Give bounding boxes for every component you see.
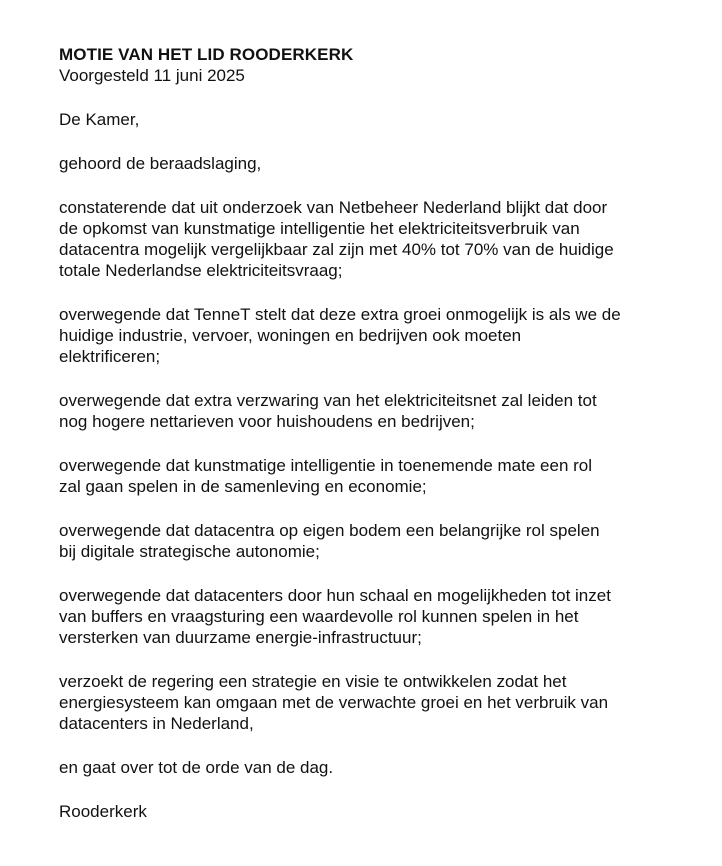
consideration-paragraph: constaterende dat uit onderzoek van Netbeheer Nederland blijkt dat door de opkomst van kunstmatige intelligentie het elektriciteitsverbruik van datacentra mogelijk vergelijkbaar zal zijn met 40% tot 70% van de huidige totale Nederlandse elektriciteitsvraag; <box>59 198 614 280</box>
consideration-paragraph: overwegende dat extra verzwaring van het elektriciteitsnet zal leiden tot nog hogere nettarieven voor huishoudens en bedrijven; <box>59 391 597 431</box>
consideration-paragraph: overwegende dat TenneT stelt dat deze extra groei onmogelijk is als we de huidige industrie, vervoer, woningen en bedrijven ook moeten elektrificeren; <box>59 305 621 366</box>
motion-document <box>59 44 709 822</box>
consideration-paragraph: overwegende dat datacentra op eigen bodem een belangrijke rol spelen bij digitale strategische autonomie; <box>59 521 600 561</box>
consideration-paragraph: overwegende dat datacenters door hun schaal en mogelijkheden tot inzet van buffers en vraagsturing een waardevolle rol kunnen spelen in het versterken van duurzame energie-infrastructuur; <box>59 586 611 647</box>
signature: Rooderkerk <box>59 802 147 821</box>
document-title: MOTIE VAN HET LID ROODERKERK <box>59 45 354 64</box>
document-date: Voorgesteld 11 juni 2025 <box>59 66 245 85</box>
closing-line: en gaat over tot de orde van de dag. <box>59 758 334 777</box>
request-paragraph: verzoekt de regering een strategie en visie te ontwikkelen zodat het energiesysteem kan omgaan met de verwachte groei en het verbruik van datacenters in Nederland, <box>59 672 609 733</box>
heard-clause: gehoord de beraadslaging, <box>59 154 262 173</box>
salutation: De Kamer, <box>59 110 140 129</box>
consideration-paragraph: overwegende dat kunstmatige intelligentie in toenemende mate een rol zal gaan spelen in de samenleving en economie; <box>59 456 593 496</box>
